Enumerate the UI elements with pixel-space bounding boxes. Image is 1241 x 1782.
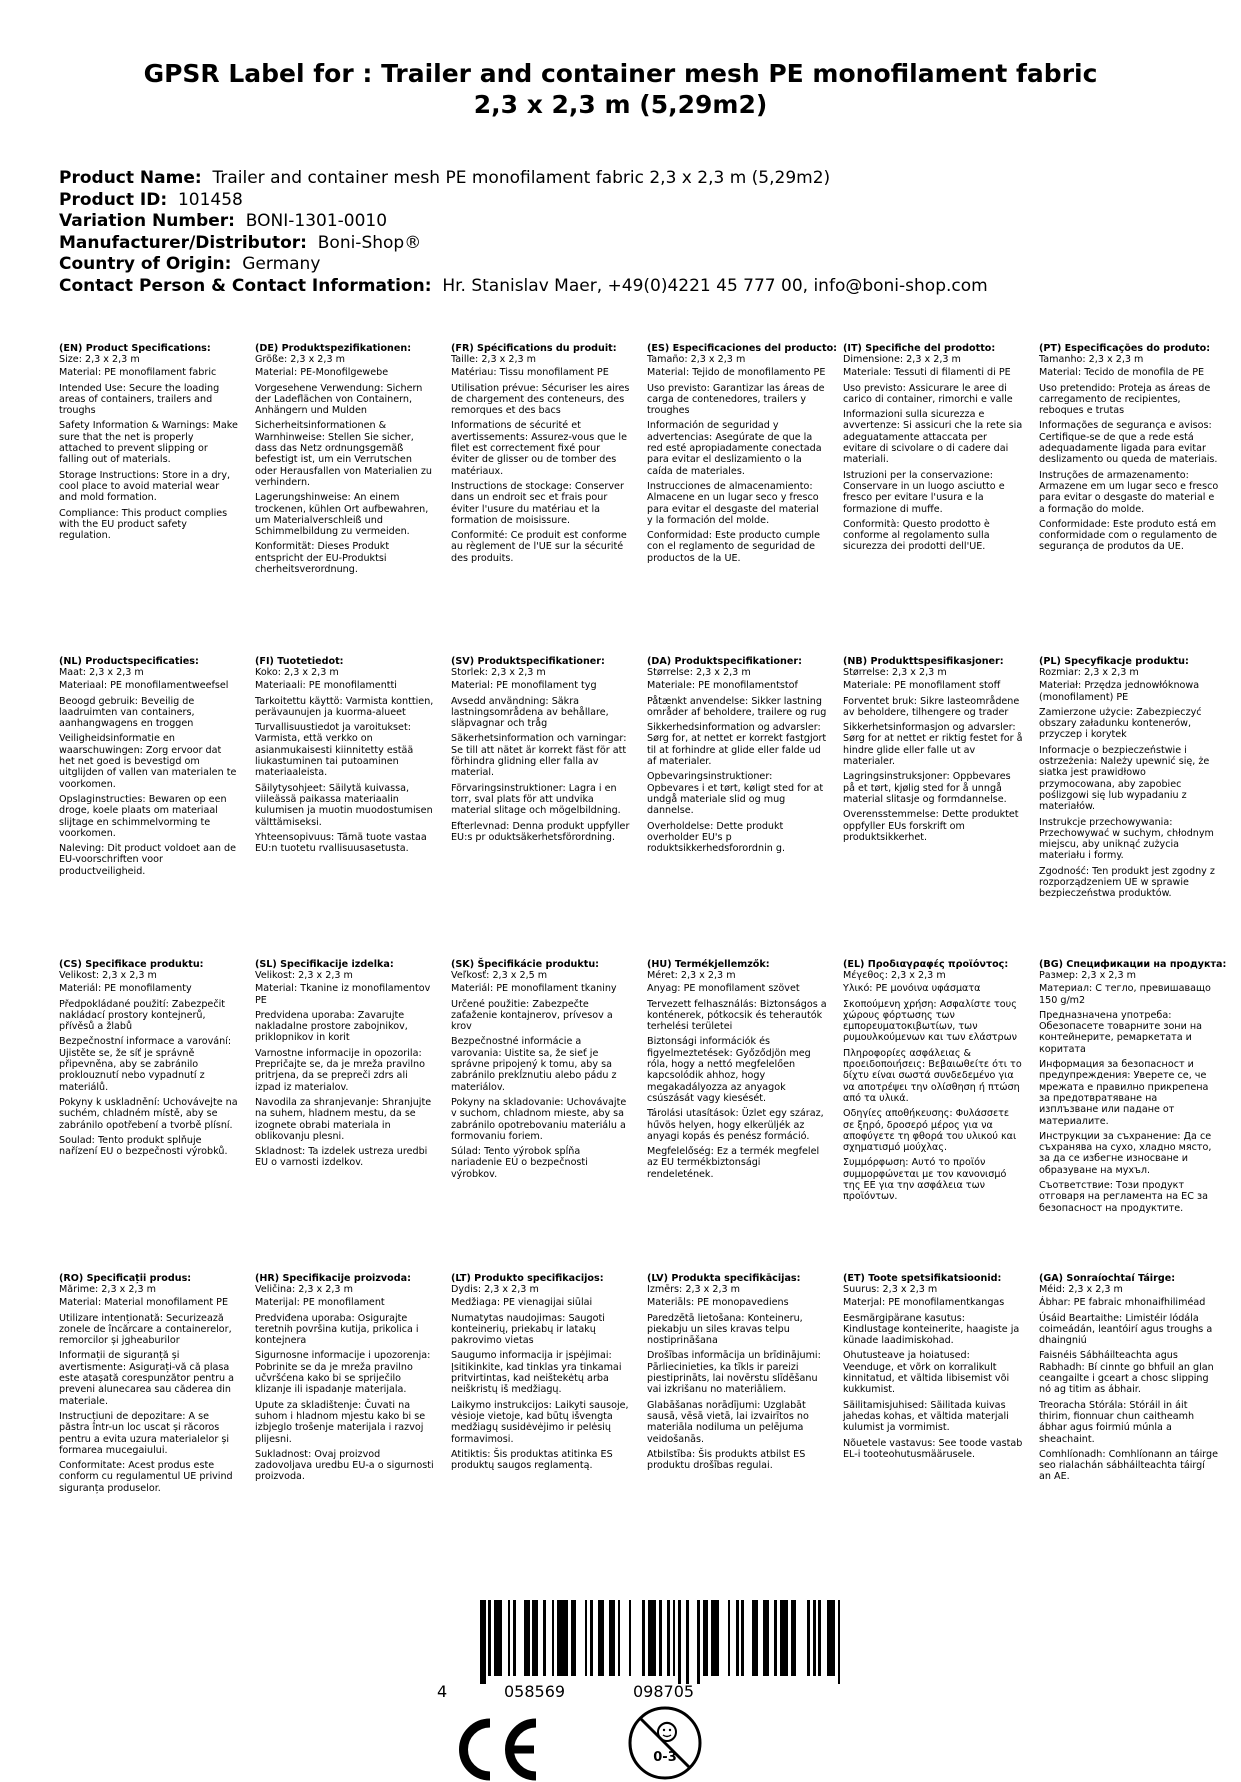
spec-line: Materiál: PE monofilament tkaniny (451, 983, 617, 995)
spec-line: Méid: 2,3 x 2,3 m (1039, 1284, 1123, 1295)
spec-line: Megfelelőség: Ez a termék megfelel az EU termékbiztonsági rendeletének. (647, 1146, 820, 1180)
spec-line: Yhteensopivuus: Tämä tuote vastaa EU:n tuotetu rvallisuusasetusta. (255, 831, 427, 855)
spec-line: Tervezett felhasználás: Biztonságos a konténerek, pótkocsik és teherautók terhelési területei (647, 998, 827, 1033)
spec-line: Lagerungshinweise: An einem trockenen, kühlen Ort aufbewahren, um Materialverschleiß und Schimmelbildung zu vermeiden. (255, 492, 429, 538)
spec-line: Uso pretendido: Proteja as áreas de carregamento de recipientes, reboques e trutas (1039, 382, 1211, 417)
spec-line: Σκοπούμενη χρήση: Ασφαλίστε τους χώρους φόρτωσης των εμπορευματοκιβωτίων, των ρυμουλκούμενων και των ελάστρων (843, 998, 1018, 1044)
spec-line: Forventet bruk: Sikre lasteområdene av beholdere, tilhengere og trader (843, 695, 1020, 718)
spec-line: Materjal: PE monofilamentkangas (843, 1297, 1005, 1309)
spec-line: Biztonsági információk és figyelmeztetések: Győződjön meg róla, hogy a nettó megfelelően kapcsolódik ahhoz, hogy megakadályozza az anyagok csúszását vagy kiesését. (647, 1036, 811, 1104)
spec-line: Materiał: Przędza jednowłóknowa (monofilament) PE (1039, 680, 1200, 703)
spec-line: Pokyny k uskladnění: Uchovávejte na suchém, chladném místě, aby se zabránilo opotřebení a tvorbě plísní. (59, 1096, 238, 1131)
spec-line: Určené použitie: Zabezpečte zaťaženie kontajnerov, prívesov a krov (451, 998, 613, 1033)
spec-line: Materiál: PE monofilamenty (59, 983, 192, 995)
spec-line: Sikkerhetsinformasjon og advarsler: Sørg for at nettet er riktig festet for å hindre glide eller falle ut av materialer. (843, 722, 1023, 768)
spec-line: Faisnéis Sábháilteachta agus Rabhadh: Bí cinnte go bhfuil an glan ceangailte i gceart a chosc slipping nó ag titim as ábhair. (1039, 1350, 1214, 1396)
spec-block-title: (EN) Product Specifications: (59, 343, 211, 354)
spec-line: Dimensione: 2,3 x 2,3 m (843, 354, 961, 365)
spec-block (255, 1273, 435, 1487)
spec-line: Material: Tecido de monofila de PE (1039, 367, 1205, 379)
spec-block-title: (NB) Produkttspesifikasjoner: (843, 656, 1004, 667)
spec-line: Säkerhetsinformation och varningar: Se till att nätet är korrekt fäst för att förhindra glidning eller falla av material. (451, 733, 627, 779)
spec-line: Drošības informācija un brīdinājumi: Pārliecinieties, ka tīkls ir pareizi piestiprināts, lai novērstu slīdēšanu vai izkrišanu no materiāliem. (647, 1350, 821, 1396)
barcode-bar (488, 1600, 491, 1676)
spec-block (647, 1273, 827, 1475)
barcode-bar (659, 1600, 662, 1676)
spec-block-title: (HR) Specifikacije proizvoda: (255, 1273, 411, 1284)
spec-block-title: (ES) Especificaciones del producto: (647, 343, 838, 354)
spec-block-title: (SV) Produktspecifikationer: (451, 656, 605, 667)
spec-block (255, 959, 435, 1173)
spec-line: Utilisation prévue: Sécuriser les aires de chargement des conteneurs, des remorques et des bacs (451, 382, 630, 417)
spec-line: Koko: 2,3 x 2,3 m (255, 667, 339, 678)
barcode-bar (648, 1600, 656, 1676)
spec-line: Maat: 2,3 x 2,3 m (59, 667, 144, 678)
barcode-bar (774, 1600, 777, 1676)
product-info (59, 168, 1199, 297)
barcode-bar (598, 1600, 604, 1676)
spec-line: Suurus: 2,3 x 2,3 m (843, 1284, 938, 1295)
spec-line: Μέγεθος: 2,3 x 2,3 m (843, 970, 946, 981)
spec-line: Compliance: This product complies with the EU product safety regulation. (59, 507, 228, 542)
barcode-bar (711, 1600, 719, 1676)
spec-line: Informacje o bezpieczeństwie i ostrzeżenia: Należy upewnić się, że siatka jest prawidłowo przymocowana, aby zapobiec poślizgowi się lub wypadaniu z materiałów. (1039, 744, 1210, 813)
spec-line: Predvidena uporaba: Zavarujte nakladalne prostore zabojnikov, priklopnikov in korit (255, 1009, 408, 1044)
spec-block (843, 343, 1023, 557)
spec-line: Materiaali: PE monofilamentti (255, 680, 397, 692)
barcode-bar (524, 1600, 530, 1676)
barcode-bar (642, 1600, 645, 1676)
spec-line: Bezpečnostné informácie a varovania: Uistite sa, že sieť je správne pripojený k tomu, aby sa zabránilo prekĺznutiu alebo pádu z materiálov. (451, 1036, 617, 1093)
spec-line: Rozmiar: 2,3 x 2,3 m (1039, 667, 1139, 678)
spec-block (647, 343, 838, 568)
spec-line: Zgodność: Ten produkt jest zgodny z rozporządzeniem UE w sprawie bezpieczeństwa produktów. (1039, 865, 1215, 900)
spec-block-title: (DE) Produktspezifikationen: (255, 343, 412, 354)
info-value: Boni-Shop® (317, 232, 422, 253)
spec-line: Beoogd gebruik: Beveilig de laadruimten van containers, aanhangwagens en troggen (59, 695, 195, 730)
barcode-bar (673, 1600, 676, 1676)
spec-line: Materiale: Tessuti di filamenti di PE (843, 367, 1011, 379)
spec-block (59, 959, 239, 1161)
spec-block (59, 656, 239, 881)
barcode-bar (513, 1600, 516, 1676)
barcode-digit-1: 4 (437, 1682, 448, 1701)
barcode-bar (571, 1600, 577, 1676)
spec-line: Safety Information & Warnings: Make sure that the net is properly attached to prevent slipping or falling out of materials. (59, 420, 238, 466)
spec-line: Material: Tkanine iz monofilamentov PE (255, 983, 431, 1006)
spec-line: Instrucțiuni de depozitare: A se păstra într-un loc uscat și răcoros pentru a evita uzura materialelor și formarea mucegaiului. (59, 1410, 229, 1456)
barcode-bar (667, 1600, 670, 1676)
spec-line: Informações de segurança e avisos: Certifique-se de que a rede está adequadamente ligada para evitar deslizamento ou queda de materiais. (1039, 420, 1218, 466)
spec-line: Nõuetele vastavus: See toode vastab EL-i tooteohutusmäärusele. (843, 1437, 1023, 1460)
spec-block (451, 1273, 631, 1475)
info-row-contact (59, 276, 1199, 298)
spec-block (1039, 1273, 1219, 1487)
spec-block (451, 343, 631, 568)
spec-line: Předpokládané použití: Zabezpečit nakládací prostory kontejnerů, přívěsů a žlabů (59, 998, 226, 1033)
spec-line: Skladnost: Ta izdelek ustreza uredbi EU o varnosti izdelkov. (255, 1146, 428, 1169)
spec-line: Storlek: 2,3 x 2,3 m (451, 667, 546, 678)
spec-block-title: (IT) Specifiche del prodotto: (843, 343, 996, 354)
spec-line: Velikost: 2,3 x 2,3 m (59, 970, 157, 981)
spec-line: Tamanho: 2,3 x 2,3 m (1039, 354, 1144, 365)
spec-line: Uso previsto: Garantizar las áreas de carga de contenedores, trailers y troughes (647, 382, 825, 417)
spec-line: Instruções de armazenamento: Armazene em um lugar seco e fresco para evitar o desgaste do material e a formação do molde. (1039, 469, 1219, 515)
spec-line: Πληροφορίες ασφάλειας & προειδοποιήσεις: Βεβαιωθείτε ότι το δίχτυ είναι σωστά συνδεδεμένο για να αποτρέψει την ολίσθηση ή πτώση από τα υλικά. (843, 1047, 1022, 1104)
title-line-2: 2,3 x 2,3 m (5,29m2) (473, 90, 768, 119)
spec-line: Veličina: 2,3 x 2,3 m (255, 1284, 353, 1295)
spec-line: Påtænkt anvendelse: Sikker lastning områder af beholdere, trailere og rug (647, 695, 827, 718)
spec-line: Navodila za shranjevanje: Shranjujte na suhem, hladnem mestu, da se izognete obrabi materiala in oblikovanju plesni. (255, 1096, 432, 1142)
spec-line: Material: PE monofilament fabric (59, 367, 217, 379)
barcode-bar (618, 1600, 621, 1676)
spec-line: Предназначена употреба: Обезопасете товарните зони на контейнерите, ремаркетата и коритата (1039, 1009, 1203, 1055)
spec-line: Material: Tejido de monofilamento PE (647, 367, 826, 379)
info-label: Country of Origin: (59, 254, 232, 274)
barcode-bar (678, 1600, 681, 1684)
info-value: Hr. Stanislav Maer, +49(0)4221 45 777 00, info@boni-shop.com (442, 275, 988, 296)
spec-line: Conformidad: Este producto cumple con el reglamento de seguridad de productos de la UE. (647, 530, 820, 564)
spec-line: Sikkerhedsinformation og advarsler: Sørg for, at nettet er korrekt fastgjort til at forhindre at glide eller falde ud af materialer. (647, 722, 827, 768)
spec-line: Veľkosť: 2,3 x 2,5 m (451, 970, 548, 981)
spec-line: Instrucciones de almacenamiento: Almacene en un lugar seco y fresco para evitar el desgaste del material y la formación del molde. (647, 480, 819, 526)
spec-line: Ábhar: PE fabraic mhonaifhiliméad (1039, 1297, 1206, 1309)
spec-line: Informații de siguranță și avertismente: Asigurați-vă că plasa este atașată corespunzător pentru a preveni alunecarea sau căderea din materiale. (59, 1350, 235, 1407)
spec-line: Atbilstība: Šis produkts atbilst ES produktu drošības regulai. (647, 1448, 806, 1472)
spec-line: Anyag: PE monofilament szövet (647, 983, 800, 995)
spec-line: Информация за безопасност и предупреждения: Уверете се, че мрежата е правилно прикрепена за предотвратяване на изплъзване или падане от материалите. (1039, 1059, 1209, 1127)
spec-line: Overensstemmelse: Dette produktet oppfyller EUs forskrift om produktsikkerhet. (843, 809, 1019, 843)
svg-text:0-3: 0-3 (653, 1750, 677, 1765)
spec-line: Medžiaga: PE vienagijai siūlai (451, 1297, 593, 1309)
spec-line: Treoracha Stórála: Stóráil in áit thirim, fionnuar chun caitheamh ábhar agus foirmiú múnla a sheachaint. (1039, 1399, 1195, 1445)
spec-line: Opbevaringsinstruktioner: Opbevares i et tørt, køligt sted for at undgå materiale slid og mug dannelse. (647, 771, 824, 817)
barcode-bars (480, 1600, 742, 1676)
spec-line: Tamaño: 2,3 x 2,3 m (647, 354, 746, 365)
spec-line: Súlad: Tento výrobok spĺňa nariadenie EÚ o bezpečnosti výrobkov. (451, 1146, 588, 1180)
spec-line: Comhlíonadh: Comhlíonann an táirge seo rialachán sábháilteachta táirgí an AE. (1039, 1448, 1219, 1483)
spec-line: Méret: 2,3 x 2,3 m (647, 970, 736, 981)
spec-line: Размер: 2,3 x 2,3 m (1039, 970, 1136, 981)
barcode-bar (697, 1600, 700, 1684)
spec-block-title: (LV) Produkta specifikācijas: (647, 1273, 801, 1284)
info-value: BONI-1301-0010 (245, 211, 388, 231)
spec-line: Paredzētā lietošana: Konteineru, piekabju un siles kravas telpu nostiprināšana (647, 1312, 803, 1347)
spec-line: Säilitamisjuhised: Säilitada kuivas jahedas kohas, et vältida materjali kulumist ja vormimist. (843, 1399, 1009, 1434)
spec-block (843, 1273, 1023, 1464)
info-value: 101458 (177, 189, 243, 210)
spec-line: Konformität: Dieses Produkt entspricht der EU-Produktsi cherheitsverordnung. (255, 541, 390, 576)
spec-block (59, 343, 239, 545)
spec-line: Materijal: PE monofilament (255, 1297, 385, 1309)
spec-line: Upute za skladištenje: Čuvati na suhom i hladnom mjestu kako bi se izbjeglo trošenje materijala i razvoj plijesni. (255, 1399, 426, 1445)
spec-line: Izmērs: 2,3 x 2,3 m (647, 1284, 741, 1295)
spec-line: Материал: С тегло, превишаващо 150 g/m2 (1039, 983, 1211, 1006)
barcode-bar (585, 1600, 588, 1676)
spec-block (843, 959, 1023, 1207)
spec-line: Size: 2,3 x 2,3 m (59, 354, 140, 365)
spec-block-title: (FI) Tuotetiedot: (255, 656, 344, 667)
barcode-bar (532, 1600, 538, 1676)
ean-barcode (437, 1600, 747, 1700)
spec-line: Uso previsto: Assicurare le aree di carico di container, rimorchi e valle (843, 382, 1013, 405)
spec-block (1039, 656, 1219, 904)
spec-line: Eesmärgipärane kasutus: Kindlustage konteinerite, haagiste ja künade laadimiskohad. (843, 1312, 1020, 1347)
info-row-product-name (59, 168, 1199, 190)
spec-line: Instructions de stockage: Conserver dans un endroit sec et frais pour éviter l'usure du matériau et la formation de moisissure. (451, 480, 624, 526)
barcode-bar (494, 1600, 502, 1676)
barcode-bar (590, 1600, 593, 1676)
spec-line: Bezpečnostní informace a varování: Ujistěte se, že síť je správně připevněna, aby se zabránilo proklouznutí nebo vypadnutí z materiálů. (59, 1036, 232, 1093)
spec-line: Størrelse: 2,3 x 2,3 m (647, 667, 751, 678)
spec-block-title: (ET) Toote spetsifikatsioonid: (843, 1273, 1002, 1284)
spec-line: Laikymo instrukcijos: Laikyti sausoje, vėsioje vietoje, kad būtų išvengta medžiagų susidėvėjimo ir pelėsių formavimosi. (451, 1399, 629, 1445)
barcode-bar (703, 1600, 709, 1676)
barcode-bar (508, 1600, 511, 1676)
spec-block (255, 656, 435, 858)
barcode-bar (780, 1600, 788, 1676)
spec-line: Predviđena uporaba: Osigurajte teretnih površina kutija, prikolica i kontejnera (255, 1312, 419, 1347)
barcode-group-1: 058569 (504, 1682, 566, 1701)
spec-line: Ohutusteave ja hoiatused: Veenduge, et võrk on korralikult kinnitatud, et vältida libisemist või kukkumist. (843, 1350, 1010, 1396)
spec-line: Varnostne informacije in opozorila: Prepričajte se, da je mreža pravilno pritrjena, da se prepreči zdrs ali izpad iz materialov. (255, 1047, 425, 1093)
info-row-product-id (59, 190, 1199, 212)
spec-block-title: (BG) Спецификации на продукта: (1039, 959, 1227, 970)
spec-line: Dydis: 2,3 x 2,3 m (451, 1284, 539, 1295)
spec-line: Tárolási utasítások: Üzlet egy száraz, hűvös helyen, hogy elkerüljék az anyagi kopás és penész formáció. (647, 1108, 824, 1142)
spec-line: Material: PE monofilament tyg (451, 680, 597, 692)
spec-block-title: (CS) Specifikace produktu: (59, 959, 204, 970)
spec-line: Säilytysohjeet: Säilytä kuivassa, viileässä paikassa materiaalin kulumisen ja muotin muodostumisen välttämiseksi. (255, 782, 433, 828)
spec-line: Størrelse: 2,3 x 2,3 m (843, 667, 947, 678)
spec-block (451, 656, 631, 847)
spec-block (843, 656, 1023, 847)
spec-block-title: (HU) Termékjellemzők: (647, 959, 770, 970)
spec-line: Material: PE-Monofilgewebe (255, 367, 389, 379)
spec-line: Conformité: Ce produit est conforme au règlement de l'UE sur la sécurité des produits. (451, 530, 627, 564)
info-row-country-of-origin (59, 254, 1199, 276)
spec-line: Overholdelse: Dette produkt overholder EU's p roduktsikkerhedsforordnin g. (647, 820, 786, 855)
spec-line: Sigurnosne informacije i upozorenja: Pobrinite se da je mreža pravilno učvršćena kako bi se spriječilo klizanje ili ispadanje materijala. (255, 1350, 431, 1396)
spec-line: Förvaringsinstruktioner: Lagra i en torr, sval plats för att undvika material slitage och mögelbildning. (451, 782, 621, 817)
spec-line: Zamierzone użycie: Zabezpieczyć obszary załadunku kontenerów, przyczep i korytek (1039, 706, 1202, 741)
spec-line: Υλικό: PE μονόινα υφάσματα (843, 983, 981, 995)
spec-line: Tarkoitettu käyttö: Varmista konttien, perävaunujen ja kuorma-alueet (255, 695, 434, 718)
spec-line: Turvallisuustiedot ja varoitukset: Varmista, että verkko on asianmukaisesti kiinnitetty estää liukastuminen tai putoaminen materiaaleista. (255, 722, 414, 779)
spec-block (1039, 959, 1227, 1218)
spec-line: Vorgesehene Verwendung: Sichern der Ladeflächen von Containern, Anhängern und Mulden (255, 382, 423, 417)
info-row-variation-number (59, 211, 1199, 233)
spec-line: Información de seguridad y advertencias: Asegúrate de que la red esté apropiadamente conectada para evitar el deslizamiento o la caída de materiales. (647, 420, 822, 477)
spec-block-title: (EL) Προδιαγραφές προϊόντος: (843, 959, 1009, 970)
info-label: Product ID: (59, 189, 168, 210)
barcode-bar (741, 1600, 744, 1676)
spec-line: Glabāšanas norādījumi: Uzglabāt sausā, vēsā vietā, lai izvairītos no materiāla nodiluma un pelējuma veidošanās. (647, 1399, 809, 1445)
spec-line: Οδηγίες αποθήκευσης: Φυλάσσετε σε ξηρό, δροσερό μέρος για να αποφύγετε τη φθορά του υλικού και σχηματισμό μούχλας. (843, 1108, 1017, 1154)
spec-line: Utilizare intenționată: Securizează zonele de încărcare a containerelor, remorcilor și jgheaburilor (59, 1312, 232, 1347)
spec-block-title: (PL) Specyfikacje produktu: (1039, 656, 1189, 667)
spec-line: Materiale: PE monofilament stoff (843, 680, 1001, 692)
spec-line: Úsáid Beartaithe: Limistéir lódála coimeádán, leantóirí agus troughs a dhaingniú (1039, 1312, 1213, 1347)
page-title (0, 58, 1241, 120)
spec-line: Materiale: PE monofilamentstof (647, 680, 798, 692)
spec-block (59, 1273, 239, 1498)
spec-line: Lagringsinstruksjoner: Oppbevares på et tørt, kjølig sted for å unngå material slitasje og formdannelse. (843, 771, 1011, 805)
barcode-bar (763, 1600, 769, 1676)
spec-line: Istruzioni per la conservazione: Conservare in un luogo asciutto e fresco per evitare l'usura e la formazione di muffe. (843, 469, 1005, 515)
spec-block-title: (PT) Especificações do produto: (1039, 343, 1211, 354)
spec-block (255, 343, 435, 579)
spec-line: Materiaal: PE monofilamentweefsel (59, 680, 229, 692)
barcode-bar (609, 1600, 615, 1676)
spec-line: Conformitate: Acest produs este conform cu regulamentul UE privind siguranța produselor. (59, 1460, 233, 1494)
barcode-bar (827, 1600, 835, 1676)
spec-block-title: (FR) Spécifications du produit: (451, 343, 617, 354)
spec-line: Informations de sécurité et avertissements: Assurez-vous que le filet est correctement fixé pour éviter de glisser ou de tomber des matériaux. (451, 420, 627, 477)
spec-line: Material: Material monofilament PE (59, 1297, 229, 1309)
spec-block-title: (GA) Sonraíochtaí Táirge: (1039, 1273, 1176, 1284)
barcode-bar (818, 1600, 821, 1676)
spec-line: Velikost: 2,3 x 2,3 m (255, 970, 353, 981)
barcode-bar (629, 1600, 632, 1676)
spec-line: Saugumo informacija ir įspėjimai: Įsitikinkite, kad tinklas yra tinkamai pritvirtintas, kad neištekėtų arba neiškristų iš medžiagų. (451, 1350, 622, 1396)
info-label: Contact Person & Contact Information: (59, 275, 432, 296)
spec-line: Instrukcje przechowywania: Przechowywać w suchym, chłodnym miejscu, aby uniknąć zużycia materiału i formy. (1039, 816, 1214, 862)
spec-line: Soulad: Tento produkt splňuje nařízení EU o bezpečnosti výrobků. (59, 1134, 228, 1158)
spec-line: Opslaginstructies: Bewaren op een droge, koele plaats om materiaal slijtage en schimmelvorming te voorkomen. (59, 793, 227, 839)
barcode-group-2: 098705 (633, 1682, 695, 1701)
barcode-bar (752, 1600, 758, 1676)
spec-block (647, 656, 827, 858)
spec-line: Sukladnost: Ovaj proizvod zadovoljava uredbu EU-a o sigurnosti proizvoda. (255, 1448, 434, 1483)
spec-block-title: (SL) Specifikacije izdelka: (255, 959, 394, 970)
barcode-bar (736, 1600, 739, 1676)
spec-block (647, 959, 827, 1184)
spec-block (451, 959, 631, 1184)
spec-line: Intended Use: Secure the loading areas of containers, trailers and troughs (59, 382, 220, 417)
title-line-1: GPSR Label for : Trailer and container mesh PE monofilament fabric (143, 59, 1098, 88)
spec-block (1039, 343, 1219, 557)
spec-line: Informazioni sulla sicurezza e avvertenze: Si assicuri che la rete sia adeguatamente attaccata per evitare di scivolare o di cadere dai materiali. (843, 409, 1023, 466)
barcode-bar (791, 1600, 797, 1676)
spec-line: Numatytas naudojimas: Saugoti konteinerių, priekabų ir latakų pakrovimo vietas (451, 1312, 605, 1347)
not-for-children-0-3-icon (627, 1705, 703, 1781)
spec-line: Größe: 2,3 x 2,3 m (255, 354, 345, 365)
barcode-bar (543, 1600, 546, 1676)
info-label: Product Name: (59, 168, 202, 188)
spec-line: Mărime: 2,3 x 2,3 m (59, 1284, 156, 1295)
barcode-bar (480, 1600, 486, 1684)
info-row-manufacturer (59, 233, 1199, 255)
spec-line: Storage Instructions: Store in a dry, cool place to avoid material wear and mold formation. (59, 469, 231, 504)
barcode-bar (807, 1600, 810, 1676)
info-label: Manufacturer/Distributor: (59, 232, 307, 253)
spec-line: Materiāls: PE monopavediens (647, 1297, 789, 1309)
spec-line: Συμμόρφωση: Αυτό το προϊόν συμμορφώνεται με τον κανονισμό της ΕΕ για την ασφάλεια των προϊόντων. (843, 1157, 1007, 1203)
spec-line: Efterlevnad: Denna produkt uppfyller EU:s pr oduktsäkerhetsförordning. (451, 820, 630, 843)
spec-block-title: (SK) Špecifikácie produktu: (451, 959, 600, 970)
ce-mark-icon (450, 1717, 542, 1782)
spec-block-title: (NL) Productspecificaties: (59, 656, 199, 667)
spec-line: Conformidade: Este produto está em conformidade com o regulamento de segurança de produtos da UE. (1039, 518, 1218, 553)
barcode-bar (557, 1600, 568, 1676)
spec-line: Avsedd användning: Säkra lastningsområdena av behållare, släpvagnar och tråg (451, 695, 609, 730)
spec-line: Инструкции за съхранение: Да се съхранява на сухо, хладно място, за да се избегне износване и образуване на мухъл. (1039, 1130, 1212, 1176)
spec-line: Conformità: Questo prodotto è conforme al regolamento sulla sicurezza dei prodotti dell'UE. (843, 518, 990, 553)
barcode-bar (728, 1600, 731, 1676)
spec-block-title: (DA) Produktspecifikationer: (647, 656, 802, 667)
info-value: Germany (242, 254, 321, 274)
barcode-bar (813, 1600, 816, 1676)
spec-line: Pokyny na skladovanie: Uchovávajte v suchom, chladnom mieste, aby sa zabránilo opotrebovaniu materiálu a formovaniu foriem. (451, 1096, 627, 1142)
spec-line: Veiligheidsinformatie en waarschuwingen: Zorg ervoor dat het net goed is bevestigd om uitglijden of vallen van materialen te voorkomen. (59, 733, 237, 790)
spec-block-title: (RO) Specificații produs: (59, 1273, 192, 1284)
spec-block-title: (LT) Produkto specifikacijos: (451, 1273, 604, 1284)
info-value: Trailer and container mesh PE monofilament fabric 2,3 x 2,3 m (5,29m2) (212, 168, 831, 188)
barcode-bar (552, 1600, 555, 1676)
spec-line: Taille: 2,3 x 2,3 m (451, 354, 537, 365)
spec-line: Matériau: Tissu monofilament PE (451, 367, 609, 379)
barcode-bar (686, 1600, 689, 1684)
spec-line: Atitiktis: Šis produktas atitinka ES produktų saugos reglamentą. (451, 1448, 613, 1472)
spec-line: Naleving: Dit product voldoet aan de EU-voorschriften voor productveiligheid. (59, 843, 236, 877)
barcode-bar (838, 1600, 841, 1684)
info-label: Variation Number: (59, 211, 235, 231)
spec-line: Sicherheitsinformationen & Warnhinweise: Stellen Sie sicher, dass das Netz ordnungsgemäß befestigt ist, um ein Verrutschen oder Herausfallen von Materialien zu verhindern. (255, 420, 432, 488)
spec-line: Съответствие: Този продукт отговаря на регламента на ЕС за безопасност на продуктите. (1039, 1180, 1208, 1214)
